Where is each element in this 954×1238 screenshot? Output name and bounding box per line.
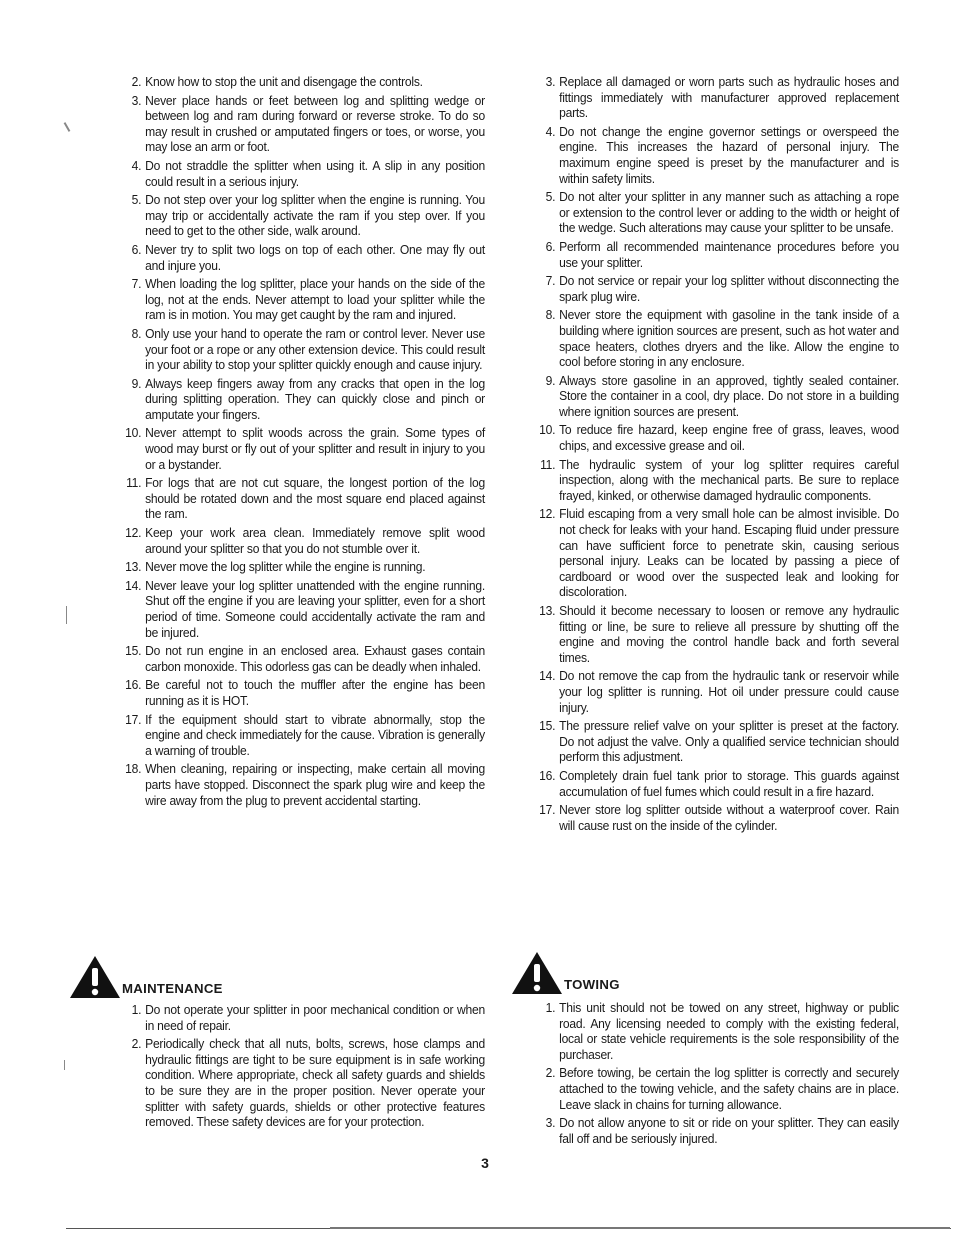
list-item: 16. Be careful not to touch the muffler after the engine has been running as it is HOT. (125, 678, 485, 708)
list-item: 6. Never try to split two logs on top of each other. One may fly out and injure you. (131, 242, 485, 273)
list-item: 9. Always store gasoline in an approved, tightly sealed container. Store the container in a cool, dry place. Do not store in a building where ignition sources are present. (545, 373, 899, 419)
list-item: 15. Do not run engine in an enclosed area. Exhaust gases contain carbon monoxide. This odorless gas can be deadly when inhaled. (125, 644, 485, 674)
scan-mark (64, 1060, 65, 1070)
towing-list (538, 1001, 914, 1147)
page-number: 3 (481, 1155, 489, 1171)
list-item: 11. For logs that are not cut square, the longest portion of the log should be rotated down and the most square end placed against the ram. (126, 476, 485, 522)
list-item: 14. Do not remove the cap from the hydraulic tank or reservoir while your log splitter is running. Hot oil under pressure could cause injury. (539, 669, 899, 715)
list-item: 6. Perform all recommended maintenance procedures before you use your splitter. (545, 239, 899, 270)
safety-list-left (124, 75, 500, 809)
warning-triangle-icon (510, 950, 564, 996)
left-column (124, 75, 500, 812)
list-item: 18. When cleaning, repairing or inspecting, make certain all moving parts have stopped. Disconnect the spark plug wire and keep the wire away from the plug to prevent accidental starting. (125, 762, 485, 808)
list-item: 3. Do not allow anyone to sit or ride on your splitter. They can easily fall off and be seriously injured. (545, 1116, 899, 1146)
bottom-rule-heavy (330, 1227, 950, 1229)
list-item: 3. Never place hands or feet between log and splitting wedge or between log and ram during forward or reverse stroke. To do so may result in crushed or amputated fingers or toes, or worse, you may lose an arm or foot. (131, 93, 485, 155)
list-item: 7. When loading the log splitter, place your hands on the side of the log, not at the ends. Never attempt to load your splitter while the ram is in motion. You may get caught by the ram and injured. (131, 277, 485, 323)
list-item: 13. Never move the log splitter while the engine is running. (125, 560, 426, 575)
towing-heading (510, 950, 810, 996)
right-column (538, 75, 914, 837)
list-item: 10. To reduce fire hazard, keep engine free of grass, leaves, wood chips, and excessive grease and oil. (539, 423, 899, 454)
maintenance-list (124, 1003, 500, 1131)
list-item: 5. Do not alter your splitter in any manner such as attaching a rope or extension to the control lever or adding to the width or height of the wedge. Such alterations may cause your splitter to be unsafe. (545, 190, 899, 236)
list-item: 17. If the equipment should start to vibrate abnormally, stop the engine and check immediately for the cause. Vibration is generally a warning of trouble. (125, 712, 485, 758)
list-item: 1. This unit should not be towed on any street, highway or public road. Any licensing needed to comply with the existing federal, local or state vehicle requirements is the sole responsibility of the purchaser. (545, 1001, 899, 1062)
list-item: 10. Never attempt to split woods across the grain. Some types of wood may burst or fly out of your splitter and result in injury to you or a bystander. (125, 426, 485, 472)
list-item: 13. Should it become necessary to loosen or remove any hydraulic fitting or line, be sure to relieve all pressure by shutting off the engine and moving the control handle back and forth several times. (539, 604, 899, 665)
list-item: 8. Only use your hand to operate the ram or control lever. Never use your foot or a rope or any other extension device. This could result in your ability to stop your splitter quickly enough and cause injury. (131, 326, 485, 373)
list-item: 2. Periodically check that all nuts, bolts, screws, hose clamps and hydraulic fittings are tight to be sure equipment is in safe working condition. Where appropriate, check all safety guards and shields to be sure they are in the proper position. Never operate your splitter with safety guards, shields or other protective features removed. These safety devices are for your protection. (131, 1037, 485, 1130)
list-item: 4. Do not straddle the splitter when using it. A slip in any position could result in a serious injury. (131, 158, 485, 189)
towing-title: TOWING (564, 977, 620, 992)
maintenance-section (124, 1003, 500, 1134)
maintenance-title: MAINTENANCE (122, 981, 223, 996)
list-item: 8. Never store the equipment with gasoline in the tank inside of a building where ignition sources are present, such as hot water and space heaters, clothes dryers and the like. Allow the engine to cool before storing in any enclosure. (545, 308, 899, 370)
safety-list-right (538, 75, 914, 834)
list-item: 17. Never store log splitter outside without a waterproof cover. Rain will cause rust on the inside of the cylinder. (539, 803, 899, 833)
list-item: 15. The pressure relief valve on your splitter is preset at the factory. Do not adjust the valve. Only a qualified service technician should perform this adjustment. (539, 719, 899, 765)
list-item: 7. Do not service or repair your log splitter without disconnecting the spark plug wire. (545, 274, 899, 304)
list-item: 2. Before towing, be certain the log splitter is correctly and securely attached to the towing vehicle, and the safety chains are in place. Leave slack in chains for turning allowance. (545, 1066, 899, 1112)
list-item: 11. The hydraulic system of your log splitter requires careful inspection, along with the mechanical parts. Be sure to replace frayed, kinked, or otherwise damaged hydraulic components. (540, 457, 899, 503)
list-item: 16. Completely drain fuel tank prior to storage. This guards against accumulation of fuel fumes which could result in a fire hazard. (539, 768, 899, 799)
list-item: 9. Always keep fingers away from any cracks that open in the log during splitting operation. They can quickly close and pinch or amputate your fingers. (131, 376, 485, 422)
list-item: 1. Do not operate your splitter in poor mechanical condition or when in need of repair. (131, 1003, 485, 1033)
list-item: 2. Know how to stop the unit and disengage the controls. (131, 75, 423, 89)
maintenance-heading (68, 954, 368, 1000)
list-item: 12. Fluid escaping from a very small hole can be almost invisible. Do not check for leaks with your hand. Escaping fluid under pressure can have sufficient force to penetrate skin, causing serious personal injury. Leaks can be located by passing a piece of cardboard or wood over the suspected leak and looking for discoloration. (539, 507, 899, 600)
warning-triangle-icon (68, 954, 122, 1000)
scan-mark (64, 122, 71, 132)
towing-section (538, 1001, 914, 1150)
list-item: 12. Keep your work area clean. Immediately remove split wood around your splitter so that you do not stumble over it. (125, 526, 485, 556)
list-item: 5. Do not step over your log splitter when the engine is running. You may trip or accidentally activate the ram if you step over. If you need to get to the other side, walk around. (131, 193, 485, 239)
list-item: 14. Never leave your log splitter unattended with the engine running. Shut off the engine if you are leaving your splitter, even for a short period of time. Someone could accidentally activate the ram and be injured. (125, 578, 485, 640)
scan-mark (66, 606, 67, 624)
list-item: 4. Do not change the engine governor settings or overspeed the engine. This increases the hazard of personal injury. The maximum engine speed is preset by the manufacturer and is within safety limits. (545, 124, 899, 186)
list-item: 3. Replace all damaged or worn parts such as hydraulic hoses and fittings immediately with manufacturer approved replacement parts. (545, 75, 899, 121)
